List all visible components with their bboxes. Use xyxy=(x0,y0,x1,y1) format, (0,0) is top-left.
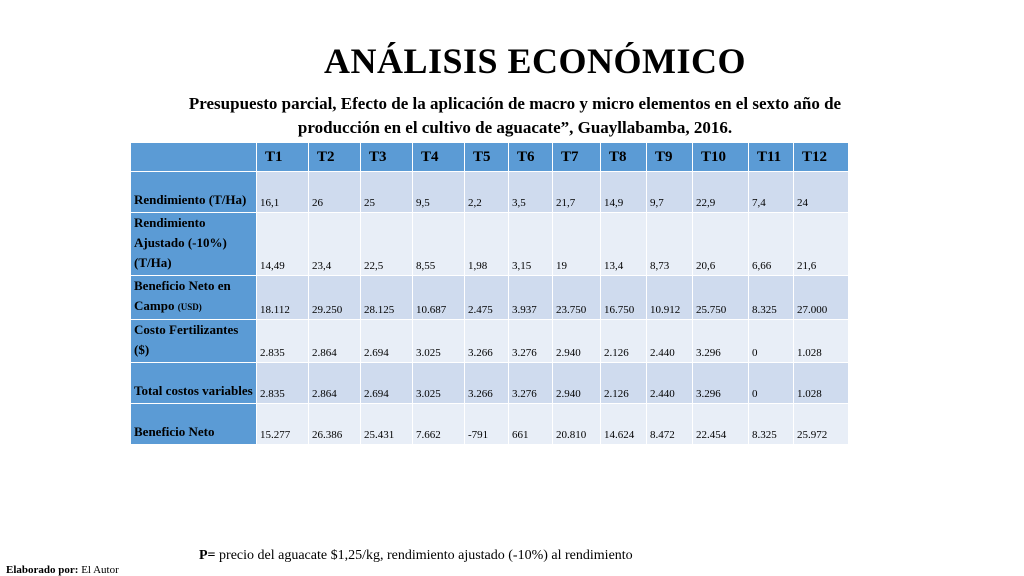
table-cell: 7,4 xyxy=(749,172,794,213)
table-cell: 661 xyxy=(509,404,553,445)
table-cell: 8.325 xyxy=(749,276,794,320)
table-cell: 0 xyxy=(749,363,794,404)
table-cell: 25.972 xyxy=(794,404,849,445)
table-cell: 23,4 xyxy=(309,213,361,276)
table-cell: 24 xyxy=(794,172,849,213)
header-corner xyxy=(131,143,257,172)
column-header: T10 xyxy=(693,143,749,172)
table-cell: 2.440 xyxy=(647,363,693,404)
table-cell: 9,7 xyxy=(647,172,693,213)
table-cell: 13,4 xyxy=(601,213,647,276)
table-caption: Presupuesto parcial, Efecto de la aplicación de macro y micro elementos en el sexto año de producción en el cultivo de aguacate”, Guayllabamba, 2016. xyxy=(188,94,842,137)
column-header: T12 xyxy=(794,143,849,172)
row-label: Rendimiento (T/Ha) xyxy=(131,172,257,213)
table-row xyxy=(131,213,849,276)
row-label: Costo Fertilizantes ($) xyxy=(131,320,257,363)
table-cell: 21,6 xyxy=(794,213,849,276)
table-cell: 3.276 xyxy=(509,320,553,363)
table-cell: 3,5 xyxy=(509,172,553,213)
author-name: El Autor xyxy=(78,564,119,576)
table-cell: 8.472 xyxy=(647,404,693,445)
price-footnote xyxy=(199,548,633,564)
author-credit xyxy=(6,564,119,576)
table-cell: 23.750 xyxy=(553,276,601,320)
table-cell: 14,49 xyxy=(257,213,309,276)
table-cell: 3.296 xyxy=(693,320,749,363)
table-cell: 20,6 xyxy=(693,213,749,276)
footnote-prefix: P= xyxy=(199,548,216,563)
column-header: T5 xyxy=(465,143,509,172)
header-row xyxy=(131,143,849,172)
column-header: T8 xyxy=(601,143,647,172)
table-cell: 2.864 xyxy=(309,320,361,363)
table-cell: 8.325 xyxy=(749,404,794,445)
table-cell: 16,1 xyxy=(257,172,309,213)
table-cell: 6,66 xyxy=(749,213,794,276)
table-cell: 3.296 xyxy=(693,363,749,404)
table-cell: 8,55 xyxy=(413,213,465,276)
table-cell: 25.431 xyxy=(361,404,413,445)
column-header: T11 xyxy=(749,143,794,172)
table-cell: 2,2 xyxy=(465,172,509,213)
table-cell: 18.112 xyxy=(257,276,309,320)
table-cell: 28.125 xyxy=(361,276,413,320)
table-cell: 21,7 xyxy=(553,172,601,213)
table-cell: 26.386 xyxy=(309,404,361,445)
table-row xyxy=(131,276,849,320)
column-header: T3 xyxy=(361,143,413,172)
table-cell: 2.126 xyxy=(601,320,647,363)
column-header: T6 xyxy=(509,143,553,172)
table-cell: 20.810 xyxy=(553,404,601,445)
table-cell: 22,9 xyxy=(693,172,749,213)
table-cell: 22,5 xyxy=(361,213,413,276)
table-cell: 2.126 xyxy=(601,363,647,404)
table-cell: 2.864 xyxy=(309,363,361,404)
table-cell: 27.000 xyxy=(794,276,849,320)
row-label-text: Beneficio Neto en Campo xyxy=(134,278,231,313)
row-label-unit: (USD) xyxy=(177,302,202,312)
table-row xyxy=(131,320,849,363)
table-cell: 2.940 xyxy=(553,320,601,363)
table-row xyxy=(131,363,849,404)
table-cell: 15.277 xyxy=(257,404,309,445)
table-cell: 2.694 xyxy=(361,320,413,363)
column-header: T9 xyxy=(647,143,693,172)
table-cell: 1,98 xyxy=(465,213,509,276)
table-cell: 19 xyxy=(553,213,601,276)
table-cell: 3.025 xyxy=(413,320,465,363)
table-cell: 3,15 xyxy=(509,213,553,276)
column-header: T7 xyxy=(553,143,601,172)
column-header: T2 xyxy=(309,143,361,172)
table-cell: 3.266 xyxy=(465,363,509,404)
table-cell: 25 xyxy=(361,172,413,213)
budget-table xyxy=(130,142,849,445)
table-cell: 8,73 xyxy=(647,213,693,276)
table-row xyxy=(131,404,849,445)
table-cell: 0 xyxy=(749,320,794,363)
column-header: T4 xyxy=(413,143,465,172)
table-cell: 2.835 xyxy=(257,320,309,363)
table-cell: 2.694 xyxy=(361,363,413,404)
table-cell: 26 xyxy=(309,172,361,213)
table-cell: 16.750 xyxy=(601,276,647,320)
footnote-text: precio del aguacate $1,25/kg, rendimiento ajustado (-10%) al rendimiento xyxy=(215,548,633,563)
table-cell: 10.912 xyxy=(647,276,693,320)
table-cell: 2.475 xyxy=(465,276,509,320)
table-cell: 9,5 xyxy=(413,172,465,213)
page-title: ANÁLISIS ECONÓMICO xyxy=(323,41,747,81)
table-cell: 14.624 xyxy=(601,404,647,445)
table-cell: -791 xyxy=(465,404,509,445)
table-cell: 29.250 xyxy=(309,276,361,320)
row-label: Total costos variables xyxy=(131,363,257,404)
table-cell: 22.454 xyxy=(693,404,749,445)
table-cell: 7.662 xyxy=(413,404,465,445)
table-cell: 3.025 xyxy=(413,363,465,404)
table-cell: 1.028 xyxy=(794,320,849,363)
table-cell: 14,9 xyxy=(601,172,647,213)
table-cell: 3.276 xyxy=(509,363,553,404)
table-cell: 2.940 xyxy=(553,363,601,404)
row-label: Rendimiento Ajustado (-10%) (T/Ha) xyxy=(131,213,257,276)
row-label xyxy=(131,276,257,320)
table-cell: 10.687 xyxy=(413,276,465,320)
author-label: Elaborado por: xyxy=(6,564,79,576)
row-label: Beneficio Neto xyxy=(131,404,257,445)
table-cell: 1.028 xyxy=(794,363,849,404)
table-cell: 2.440 xyxy=(647,320,693,363)
table-cell: 3.937 xyxy=(509,276,553,320)
table-cell: 2.835 xyxy=(257,363,309,404)
table-row xyxy=(131,172,849,213)
table-cell: 3.266 xyxy=(465,320,509,363)
column-header: T1 xyxy=(257,143,309,172)
table-cell: 25.750 xyxy=(693,276,749,320)
